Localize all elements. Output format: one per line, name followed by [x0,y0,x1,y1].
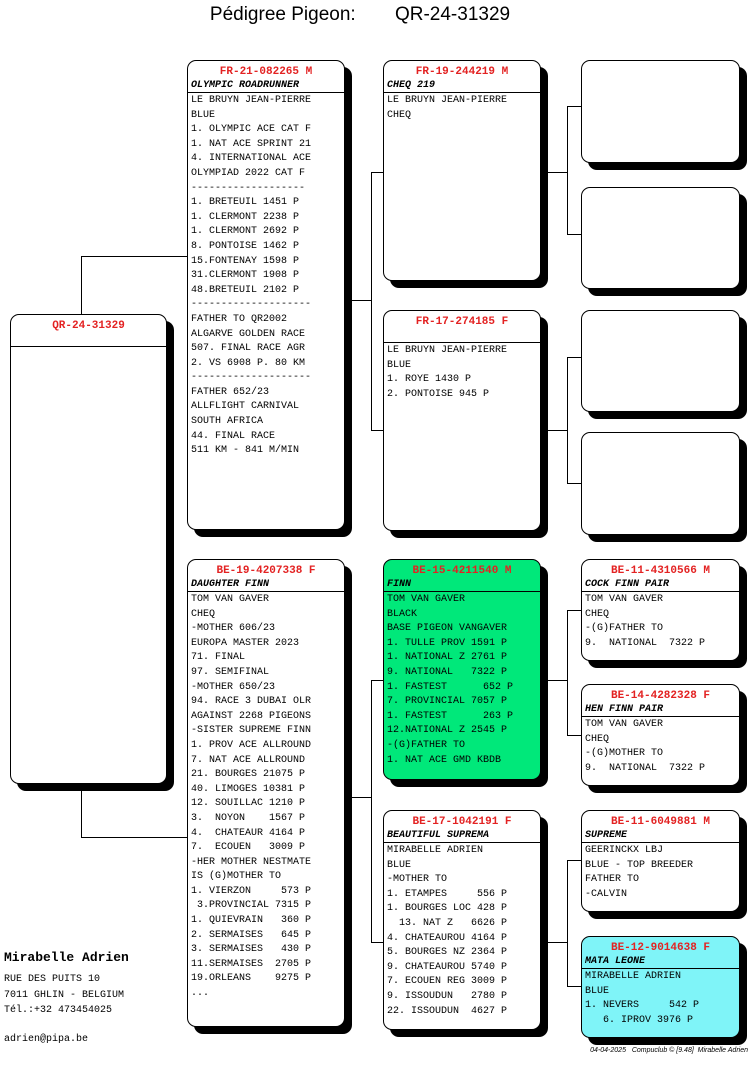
pedigree-line: CHEQ [191,608,216,620]
ring-number: BE-12-9014638 F [610,942,711,954]
pigeon-name: COCK FINN PAIR [582,578,739,592]
dam-dam-card[interactable] [383,810,541,1030]
connector-line [567,357,581,358]
pedigree-lines [582,717,739,776]
pigeon-name: BEAUTIFUL SUPREMA [384,829,540,843]
pedigree-line: BLUE [387,859,412,871]
connector-line [567,735,581,736]
empty-ancestor-card[interactable] [581,60,740,163]
pedigree-line: SOUTH AFRICA [191,416,264,428]
title-label: Pédigree Pigeon: [209,4,356,25]
pedigree-line: -CALVIN [585,888,628,900]
connector-line [371,942,383,943]
pedigree-line: 1. FASTEST 263 P [387,710,514,722]
pedigree-line: 1. VIERZON 573 P [191,885,312,897]
pedigree-line: 40. LIMOGES 10381 P [191,783,306,795]
pedigree-line: 1. NATIONAL Z 2761 P [387,652,508,664]
pedigree-line: ------------------- [191,182,306,194]
pedigree-line: 1. NEVERS 542 P [585,1000,700,1012]
pedigree-line: -MOTHER 606/23 [191,623,276,635]
pedigree-line: LE BRUYN JEAN-PIERRE [191,95,312,106]
pedigree-line: TOM VAN GAVER [585,719,664,730]
pedigree-line: 48.BRETEUIL 2102 P [191,284,300,296]
pedigree-line: MIRABELLE ADRIEN [387,845,484,856]
pedigree-line: 1. ETAMPES 556 P [387,888,508,900]
dam-dam-sire-card[interactable] [581,810,740,912]
pedigree-line: 6. IPROV 3976 P [585,1014,694,1026]
connector-line [567,234,581,235]
owner-address: RUE DES PUITS 10 [4,974,101,985]
connector-line [352,797,372,798]
empty-ancestor-card[interactable] [581,187,740,289]
title-ring: QR-24-31329 [394,4,511,25]
pedigree-line: 1. OLYMPIC ACE CAT F [191,124,312,136]
connector-line [567,610,568,735]
pedigree-line: -(G)FATHER TO [387,739,466,751]
connector-line [352,300,372,301]
pedigree-line: 1. QUIEVRAIN 360 P [191,915,312,927]
connector-line [567,483,581,484]
pedigree-line: FATHER 652/23 [191,386,270,398]
pedigree-line: TOM VAN GAVER [387,594,466,605]
pedigree-line: 7. ECOUEN 3009 P [191,842,306,854]
pedigree-line: CHEQ [585,608,610,620]
pedigree-line: 44. FINAL RACE [191,430,276,442]
pedigree-line: FATHER TO [585,874,640,886]
pedigree-line: 1. CLERMONT 2238 P [191,211,300,223]
pedigree-line: 9. CHATEAUROU 5740 P [387,961,508,973]
pedigree-line: 94. RACE 3 DUBAI OLR [191,696,312,708]
connector-line [81,256,82,314]
pedigree-line: -------------------- [191,299,312,311]
pigeon-name: HEN FINN PAIR [582,703,739,717]
subject-card[interactable] [10,314,167,784]
dam-card[interactable] [187,559,345,1027]
pedigree-line: AGAINST 2268 PIGEONS [191,710,312,722]
pedigree-line: LE BRUYN JEAN-PIERRE [387,345,508,356]
dam-sire-card[interactable] [383,559,541,780]
connector-line [371,172,383,173]
pedigree-line: GEERINCKX LBJ [585,845,664,856]
connector-line [548,680,568,681]
connector-line [548,942,568,943]
pedigree-line: 21. BOURGES 21075 P [191,769,306,781]
pedigree-line: 9. ISSOUDUN 2780 P [387,990,508,1002]
connector-line [81,784,82,837]
pedigree-line: 12. SOUILLAC 1210 P [191,798,306,810]
owner-name: Mirabelle Adrien [4,950,129,965]
footer-author: Mirabelle Adrien [697,1047,748,1054]
ring-number: BE-14-4282328 F [610,690,711,702]
connector-line [567,610,581,611]
pedigree-line: 1. NAT ACE SPRINT 21 [191,138,312,150]
owner-city: 7011 GHLIN - BELGIUM [4,990,125,1001]
connector-line [567,860,568,986]
pedigree-line: 11.SERMAISES 2705 P [191,958,312,970]
ring-number: FR-19-244219 M [415,66,509,78]
pedigree-lines [384,343,540,402]
pedigree-lines [188,93,344,459]
pedigree-line: 3. SERMAISES 430 P [191,944,312,956]
pigeon-name: SUPREME [582,829,739,843]
pedigree-line: 1. FASTEST 652 P [387,681,514,693]
pedigree-line: LE BRUYN JEAN-PIERRE [387,95,508,106]
pedigree-line: IS (G)MOTHER TO [191,871,282,883]
pedigree-line: 13. NAT Z 6626 P [387,917,508,929]
pedigree-lines [384,843,540,1019]
owner-email: adrien@pipa.be [4,1034,89,1045]
pedigree-line: ALLFLIGHT CARNIVAL [191,401,300,413]
connector-line [548,430,568,431]
ring-number: BE-15-4211540 M [412,565,512,577]
dam-sire-sire-card[interactable] [581,559,740,661]
pedigree-line: 511 KM - 841 M/MIN [191,445,300,457]
pedigree-line: CHEQ [387,109,412,121]
software-credit: Compuclub © [9.48] [631,1047,694,1054]
connector-line [567,860,581,861]
pedigree-line: 5. BOURGES NZ 2364 P [387,947,508,959]
pedigree-line: 1. NAT ACE GMD KBDB [387,754,502,766]
pedigree-line: 7. NAT ACE ALLROUND [191,754,306,766]
pedigree-line: EUROPA MASTER 2023 [191,637,300,649]
pedigree-lines [188,592,344,1002]
pigeon-name [384,329,540,343]
pedigree-line: 19.ORLEANS 9275 P [191,973,312,985]
connector-line [371,680,383,681]
pedigree-line: ... [191,988,210,1000]
pedigree-lines [582,843,739,902]
ring-number: BE-17-1042191 F [412,816,512,828]
ring-number: BE-19-4207338 F [216,565,316,577]
pedigree-line: 8. PONTOISE 1462 P [191,240,300,252]
pedigree-line: -MOTHER TO [387,874,448,886]
pedigree-line: 1. PROV ACE ALLROUND [191,739,312,751]
pigeon-name: CHEQ 219 [384,79,540,93]
pedigree-line: OLYMPIAD 2022 CAT F [191,167,306,179]
dam-sire-dam-card[interactable] [581,684,740,786]
connector-line [567,106,581,107]
pedigree-line: 4. INTERNATIONAL ACE [191,153,312,165]
pedigree-line: 507. FINAL RACE AGR [191,343,306,355]
pedigree-line: 1. ROYE 1430 P [387,374,472,386]
ring-number: FR-17-274185 F [415,316,509,328]
pedigree-line: 2. SERMAISES 645 P [191,929,312,941]
ring-number: FR-21-082265 M [219,66,313,78]
pedigree-line: FATHER TO QR2002 [191,313,288,325]
pedigree-line: 22. ISSOUDUN 4627 P [387,1005,508,1017]
sire-card[interactable] [187,60,345,530]
owner-phone: Tél.:+32 473454025 [4,1005,113,1016]
dam-dam-dam-card[interactable] [581,936,740,1038]
ring-number: BE-11-4310566 M [610,565,711,577]
pedigree-line: 31.CLERMONT 1908 P [191,270,300,282]
pedigree-line: -------------------- [191,372,312,384]
pedigree-line: 1. CLERMONT 2692 P [191,226,300,238]
pedigree-line: 4. CHATEAUR 4164 P [191,827,306,839]
connector-line [567,357,568,483]
pedigree-line: 4. CHATEAUROU 4164 P [387,932,508,944]
pedigree-line: BLUE - TOP BREEDER [585,859,694,871]
connector-line [371,430,383,431]
pedigree-line: BASE PIGEON VANGAVER [387,623,508,635]
page-title [0,4,720,26]
pedigree-lines [582,592,739,651]
pedigree-line: -HER MOTHER NESTMATE [191,856,312,868]
pedigree-lines [384,592,540,768]
pedigree-lines [384,93,540,123]
pedigree-line: TOM VAN GAVER [585,594,664,605]
pigeon-name [11,333,166,347]
pedigree-line: BLUE [387,359,412,371]
pedigree-line: 3. NOYON 1567 P [191,812,306,824]
sire-sire-card[interactable] [383,60,541,281]
empty-ancestor-card[interactable] [581,432,740,535]
pedigree-line: BLACK [387,608,418,620]
ring-number: QR-24-31329 [52,320,125,332]
sire-dam-card[interactable] [383,310,541,531]
pedigree-lines [582,969,739,1028]
pedigree-line: TOM VAN GAVER [191,594,270,605]
pedigree-line: 97. SEMIFINAL [191,666,270,678]
pedigree-line: 3.PROVINCIAL 7315 P [191,900,312,912]
pedigree-line: 1. TULLE PROV 1591 P [387,637,508,649]
ring-number: BE-11-6049881 M [610,816,711,828]
pedigree-line: BLUE [191,109,216,121]
footer [590,1047,748,1054]
pigeon-name: FINN [384,578,540,592]
connector-line [567,986,581,987]
print-date: 04-04-2025 [590,1047,626,1054]
connector-line [548,172,568,173]
pedigree-line: -(G)FATHER TO [585,623,664,635]
pedigree-line: 71. FINAL [191,652,246,664]
pedigree-line: 9. NATIONAL 7322 P [387,666,508,678]
pigeon-name: MATA LEONE [582,955,739,969]
pedigree-line: 7. ECOUEN REG 3009 P [387,976,508,988]
pedigree-line: CHEQ [585,733,610,745]
pedigree-line: 2. VS 6908 P. 80 KM [191,357,306,369]
pedigree-line: BLUE [585,985,610,997]
pedigree-line: 2. PONTOISE 945 P [387,388,490,400]
pedigree-line: -(G)MOTHER TO [585,748,664,760]
pedigree-line: 12.NATIONAL Z 2545 P [387,725,508,737]
pedigree-line: 9. NATIONAL 7322 P [585,762,706,774]
empty-ancestor-card[interactable] [581,310,740,412]
pedigree-line: 7. PROVINCIAL 7057 P [387,696,508,708]
connector-line [371,680,372,942]
connector-line [371,172,372,430]
pedigree-line: -MOTHER 650/23 [191,681,276,693]
pigeon-name: DAUGHTER FINN [188,578,344,592]
connector-line [81,256,187,257]
pedigree-line: -SISTER SUPREME FINN [191,725,312,737]
pigeon-name: OLYMPIC ROADRUNNER [188,79,344,93]
connector-line [567,106,568,234]
pedigree-line: ALGARVE GOLDEN RACE [191,328,306,340]
pedigree-line: 1. BOURGES LOC 428 P [387,903,508,915]
pedigree-line: 15.FONTENAY 1598 P [191,255,300,267]
pedigree-line: 9. NATIONAL 7322 P [585,637,706,649]
pedigree-line: 1. BRETEUIL 1451 P [191,197,300,209]
connector-line [81,837,187,838]
pedigree-line: MIRABELLE ADRIEN [585,971,682,982]
